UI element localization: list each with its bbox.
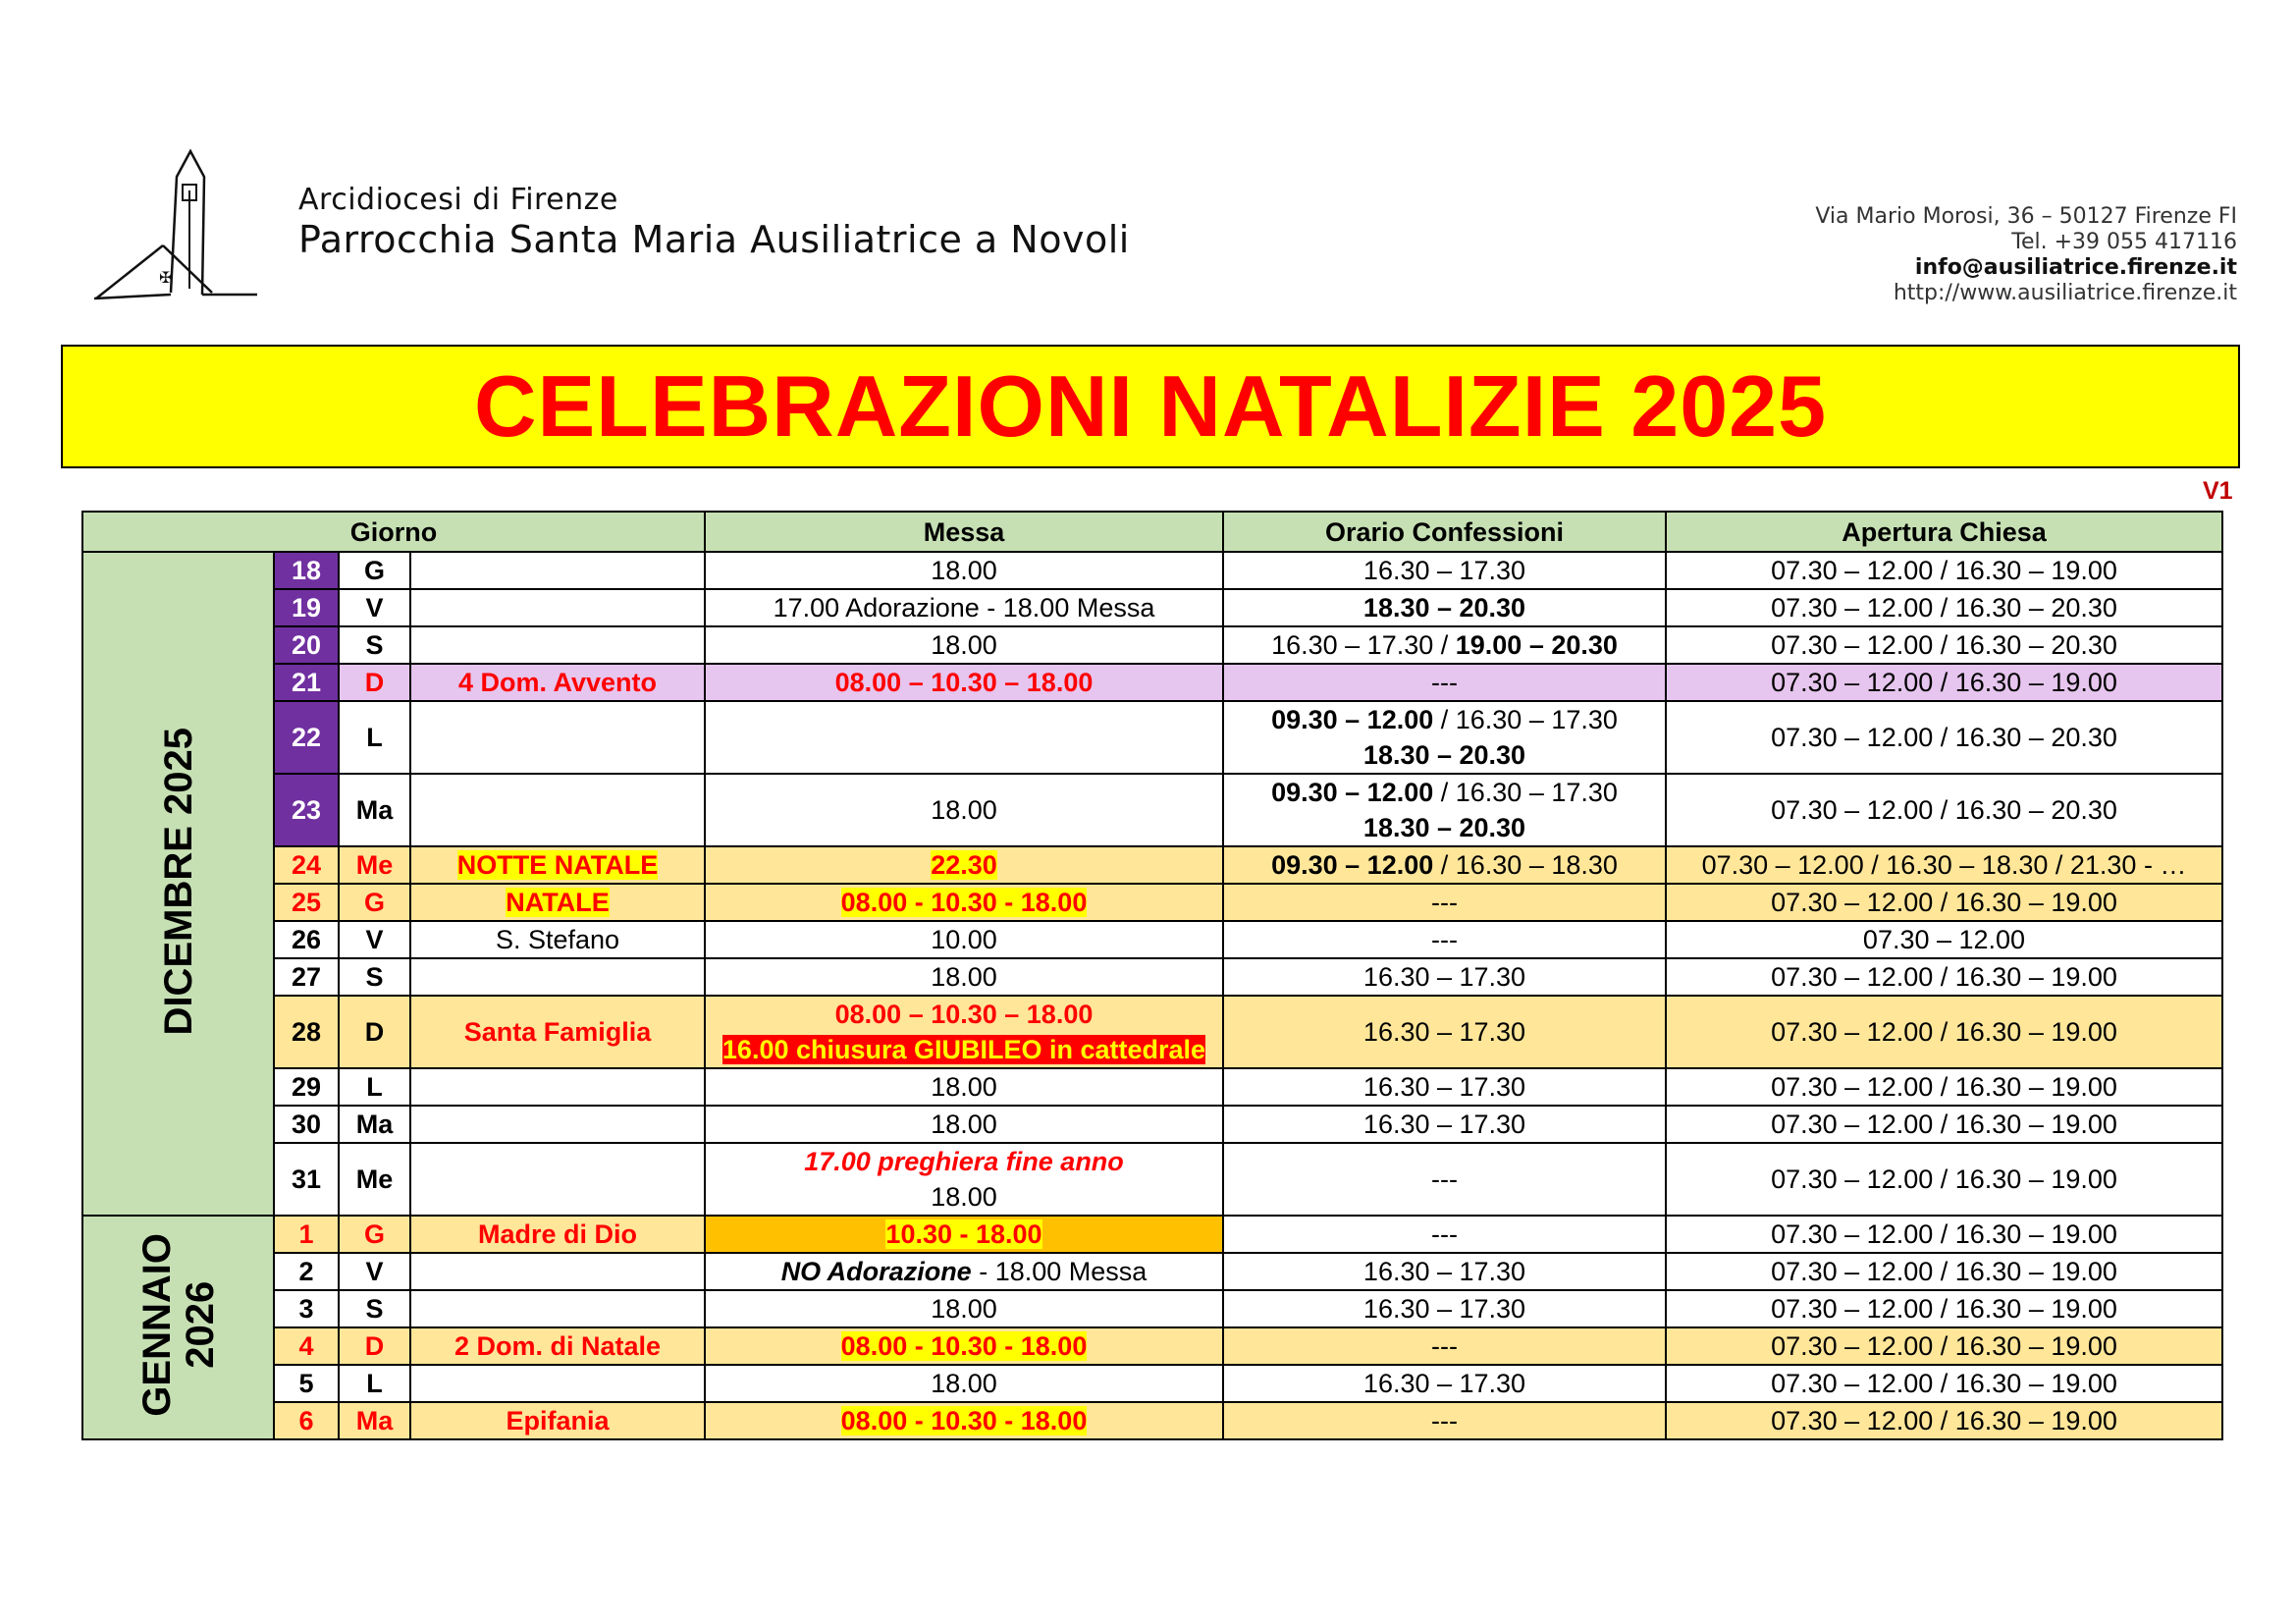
day-number: 6	[274, 1402, 339, 1439]
confessioni-cell: 16.30 – 17.30	[1223, 1253, 1666, 1290]
day-of-week: V	[339, 589, 410, 626]
table-row	[82, 552, 2222, 589]
messa-cell: 18.00	[705, 552, 1223, 589]
apertura-cell: 07.30 – 12.00 / 16.30 – 20.30	[1666, 701, 2222, 774]
confessioni-cell: ---	[1223, 1327, 1666, 1365]
messa-cell: 08.00 - 10.30 - 18.00	[705, 884, 1223, 921]
apertura-cell: 07.30 – 12.00 / 16.30 – 19.00	[1666, 996, 2222, 1068]
table-row	[82, 1290, 2222, 1327]
day-number: 1	[274, 1216, 339, 1253]
day-number: 18	[274, 552, 339, 589]
celebration: NATALE	[410, 884, 705, 921]
confessioni-cell: ---	[1223, 1143, 1666, 1216]
day-number: 30	[274, 1106, 339, 1143]
celebration	[410, 1253, 705, 1290]
day-of-week: V	[339, 1253, 410, 1290]
day-of-week: D	[339, 996, 410, 1068]
confessioni-cell: 16.30 – 17.30	[1223, 552, 1666, 589]
messa-cell: NO Adorazione - 18.00 Messa	[705, 1253, 1223, 1290]
apertura-cell: 07.30 – 12.00 / 16.30 – 19.00	[1666, 1106, 2222, 1143]
day-of-week: V	[339, 921, 410, 958]
confessioni-cell: ---	[1223, 1402, 1666, 1439]
parish-logo	[94, 147, 261, 304]
day-number: 27	[274, 958, 339, 996]
table-row	[82, 1143, 2222, 1216]
apertura-cell: 07.30 – 12.00	[1666, 921, 2222, 958]
celebration	[410, 1143, 705, 1216]
table-row	[82, 1402, 2222, 1439]
confessioni-cell: 16.30 – 17.30	[1223, 1365, 1666, 1402]
confessioni-cell: ---	[1223, 921, 1666, 958]
table-row	[82, 1106, 2222, 1143]
confessioni-cell: 18.30 – 20.30	[1223, 589, 1666, 626]
day-number: 22	[274, 701, 339, 774]
day-number: 24	[274, 846, 339, 884]
col-header-giorno: Giorno	[82, 512, 705, 552]
svg-text:✠: ✠	[159, 268, 173, 287]
website-link[interactable]: http://www.ausiliatrice.firenze.it	[1893, 281, 2237, 305]
phone: Tel. +39 055 417116	[2011, 230, 2237, 254]
messa-cell	[705, 701, 1223, 774]
messa-cell: 17.00 preghiera fine anno 18.00	[705, 1143, 1223, 1216]
day-of-week: S	[339, 626, 410, 664]
apertura-cell: 07.30 – 12.00 / 16.30 – 19.00	[1666, 1290, 2222, 1327]
messa-cell: 18.00	[705, 958, 1223, 996]
confessioni-cell: 16.30 – 17.30	[1223, 1290, 1666, 1327]
day-of-week: Ma	[339, 1402, 410, 1439]
messa-cell: 08.00 – 10.30 – 18.00	[705, 664, 1223, 701]
day-number: 31	[274, 1143, 339, 1216]
messa-cell: 18.00	[705, 626, 1223, 664]
day-number: 21	[274, 664, 339, 701]
celebration	[410, 774, 705, 846]
day-of-week: Ma	[339, 774, 410, 846]
apertura-cell: 07.30 – 12.00 / 16.30 – 19.00	[1666, 1216, 2222, 1253]
day-of-week: Me	[339, 846, 410, 884]
table-row	[82, 626, 2222, 664]
table-row	[82, 589, 2222, 626]
day-number: 23	[274, 774, 339, 846]
messa-cell: 08.00 - 10.30 - 18.00	[705, 1402, 1223, 1439]
page-title: CELEBRAZIONI NATALIZIE 2025	[473, 357, 1828, 455]
messa-cell: 08.00 – 10.30 – 18.00 16.00 chiusura GIUBILEO in cattedrale	[705, 996, 1223, 1068]
day-number: 5	[274, 1365, 339, 1402]
day-of-week: L	[339, 1068, 410, 1106]
confessioni-cell: 16.30 – 17.30	[1223, 1068, 1666, 1106]
address: Via Mario Morosi, 36 – 50127 Firenze FI	[1815, 204, 2237, 229]
celebration	[410, 1068, 705, 1106]
celebration: S. Stefano	[410, 921, 705, 958]
messa-cell: 18.00	[705, 774, 1223, 846]
day-of-week: S	[339, 1290, 410, 1327]
table-row	[82, 846, 2222, 884]
month-january: GENNAIO 2026	[82, 1216, 274, 1439]
table-row	[82, 884, 2222, 921]
day-number: 4	[274, 1327, 339, 1365]
col-header-apertura: Apertura Chiesa	[1666, 512, 2222, 552]
apertura-cell: 07.30 – 12.00 / 16.30 – 20.30	[1666, 589, 2222, 626]
celebration	[410, 1290, 705, 1327]
table-row	[82, 774, 2222, 846]
celebration	[410, 552, 705, 589]
apertura-cell: 07.30 – 12.00 / 16.30 – 20.30	[1666, 774, 2222, 846]
table-row	[82, 701, 2222, 774]
messa-cell: 10.30 - 18.00	[705, 1216, 1223, 1253]
celebration	[410, 1106, 705, 1143]
apertura-cell: 07.30 – 12.00 / 16.30 – 19.00	[1666, 1402, 2222, 1439]
celebration	[410, 626, 705, 664]
celebration	[410, 958, 705, 996]
day-number: 26	[274, 921, 339, 958]
email-link[interactable]: info@ausiliatrice.firenze.it	[1914, 255, 2237, 280]
apertura-cell: 07.30 – 12.00 / 16.30 – 19.00	[1666, 1365, 2222, 1402]
table-row	[82, 1253, 2222, 1290]
celebration	[410, 589, 705, 626]
confessioni-cell: ---	[1223, 884, 1666, 921]
messa-cell: 17.00 Adorazione - 18.00 Messa	[705, 589, 1223, 626]
day-number: 19	[274, 589, 339, 626]
diocese-name: Arcidiocesi di Firenze	[298, 183, 618, 217]
celebration: 4 Dom. Avvento	[410, 664, 705, 701]
table-row	[82, 664, 2222, 701]
messa-cell: 10.00	[705, 921, 1223, 958]
day-of-week: G	[339, 884, 410, 921]
day-number: 2	[274, 1253, 339, 1290]
schedule-table	[81, 511, 2223, 1440]
confessioni-cell: 16.30 – 17.30	[1223, 958, 1666, 996]
apertura-cell: 07.30 – 12.00 / 16.30 – 19.00	[1666, 1143, 2222, 1216]
apertura-cell: 07.30 – 12.00 / 16.30 – 19.00	[1666, 552, 2222, 589]
day-of-week: G	[339, 552, 410, 589]
table-row	[82, 1365, 2222, 1402]
table-row	[82, 1327, 2222, 1365]
celebration	[410, 1365, 705, 1402]
day-number: 3	[274, 1290, 339, 1327]
apertura-cell: 07.30 – 12.00 / 16.30 – 20.30	[1666, 626, 2222, 664]
col-header-confessioni: Orario Confessioni	[1223, 512, 1666, 552]
apertura-cell: 07.30 – 12.00 / 16.30 – 19.00	[1666, 884, 2222, 921]
title-banner	[61, 345, 2240, 468]
messa-cell: 18.00	[705, 1365, 1223, 1402]
celebration: Madre di Dio	[410, 1216, 705, 1253]
confessioni-cell: 09.30 – 12.00 / 16.30 – 17.30 18.30 – 20.30	[1223, 701, 1666, 774]
table-row	[82, 1216, 2222, 1253]
apertura-cell: 07.30 – 12.00 / 16.30 – 18.30 / 21.30 - …	[1666, 846, 2222, 884]
day-of-week: L	[339, 701, 410, 774]
apertura-cell: 07.30 – 12.00 / 16.30 – 19.00	[1666, 958, 2222, 996]
messa-cell: 18.00	[705, 1068, 1223, 1106]
day-of-week: Me	[339, 1143, 410, 1216]
day-number: 28	[274, 996, 339, 1068]
table-header-row	[82, 512, 2222, 552]
month-december: DICEMBRE 2025	[82, 552, 274, 1216]
confessioni-cell: 16.30 – 17.30	[1223, 996, 1666, 1068]
confessioni-cell: 09.30 – 12.00 / 16.30 – 17.30 18.30 – 20.30	[1223, 774, 1666, 846]
celebration: 2 Dom. di Natale	[410, 1327, 705, 1365]
day-number: 20	[274, 626, 339, 664]
table-row	[82, 958, 2222, 996]
messa-cell: 22.30	[705, 846, 1223, 884]
messa-cell: 08.00 - 10.30 - 18.00	[705, 1327, 1223, 1365]
day-of-week: Ma	[339, 1106, 410, 1143]
confessioni-cell: ---	[1223, 1216, 1666, 1253]
parish-name: Parrocchia Santa Maria Ausiliatrice a Novoli	[298, 218, 1130, 261]
contact-block	[1815, 204, 2237, 306]
day-of-week: G	[339, 1216, 410, 1253]
confessioni-cell: 16.30 – 17.30	[1223, 1106, 1666, 1143]
version-label: V1	[2203, 477, 2233, 505]
confessioni-cell: 09.30 – 12.00 / 16.30 – 18.30	[1223, 846, 1666, 884]
table-row	[82, 1068, 2222, 1106]
messa-cell: 18.00	[705, 1290, 1223, 1327]
table-row	[82, 996, 2222, 1068]
day-number: 25	[274, 884, 339, 921]
celebration: Epifania	[410, 1402, 705, 1439]
day-of-week: L	[339, 1365, 410, 1402]
confessioni-cell: 16.30 – 17.30 / 19.00 – 20.30	[1223, 626, 1666, 664]
celebration: Santa Famiglia	[410, 996, 705, 1068]
celebration	[410, 701, 705, 774]
celebration: NOTTE NATALE	[410, 846, 705, 884]
table-row	[82, 921, 2222, 958]
apertura-cell: 07.30 – 12.00 / 16.30 – 19.00	[1666, 1253, 2222, 1290]
apertura-cell: 07.30 – 12.00 / 16.30 – 19.00	[1666, 1068, 2222, 1106]
apertura-cell: 07.30 – 12.00 / 16.30 – 19.00	[1666, 1327, 2222, 1365]
apertura-cell: 07.30 – 12.00 / 16.30 – 19.00	[1666, 664, 2222, 701]
day-of-week: D	[339, 1327, 410, 1365]
messa-cell: 18.00	[705, 1106, 1223, 1143]
day-of-week: D	[339, 664, 410, 701]
col-header-messa: Messa	[705, 512, 1223, 552]
day-of-week: S	[339, 958, 410, 996]
day-number: 29	[274, 1068, 339, 1106]
confessioni-cell: ---	[1223, 664, 1666, 701]
